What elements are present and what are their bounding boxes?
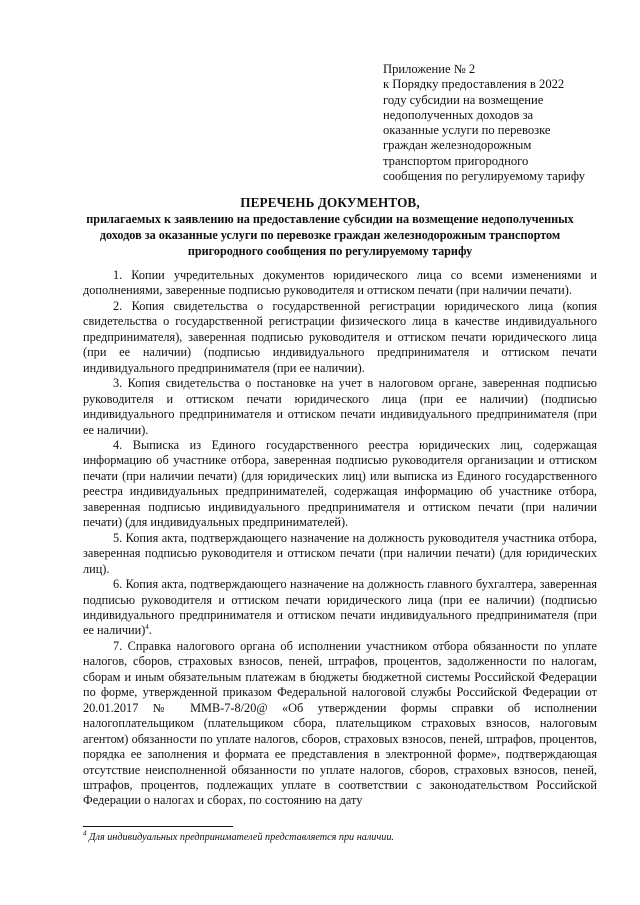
document-list: [83, 268, 597, 809]
footnote-ref: 4: [145, 623, 149, 632]
list-item: 1. Копии учредительных документов юридического лица со всеми изменениями и дополнениями, заверенные подписью руководителя и оттиском печати (при наличии печати).: [83, 268, 597, 298]
appendix-line: транспортом пригородного: [383, 153, 529, 168]
appendix-line: сообщения по регулируемому тарифу: [383, 169, 586, 184]
appendix-line: году субсидии на возмещение: [383, 92, 544, 107]
footnote-mark: 4: [83, 829, 87, 838]
subtitle-line: прилагаемых к заявлению на предоставление субсидии на возмещение недополученных: [86, 212, 574, 226]
list-item-tail: .: [148, 623, 152, 638]
footnote: [83, 829, 597, 844]
appendix-line: недополученных доходов за: [383, 107, 534, 122]
footnote-text: Для индивидуальных предпринимателей представляется при наличии.: [86, 832, 394, 843]
subtitle-line: пригородного сообщения по регулируемому тарифу: [187, 243, 473, 258]
appendix-line: к Порядку предоставления в 2022: [383, 77, 565, 92]
list-item: 3. Копия свидетельства о постановке на учет в налоговом органе, заверенная подписью руководителя и оттиском печати юридического лица (при ее наличии) (подписью индивидуального предпринимателя и оттиском печати индивидуального предпринимателя (при ее наличии).: [83, 376, 597, 437]
footnote-divider: [83, 826, 233, 827]
list-item-text: 6. Копия акта, подтверждающего назначение на должность главного бухгалтера, заверенная подписью руководителя и оттиском печати юридического лица (при ее наличии) (подписью индивидуального предпринимателя и оттиском печати индивидуального предпринимателя (при ее наличии): [83, 577, 597, 638]
list-item: 7. Справка налогового органа об исполнении участником отбора обязанности по уплате налогов, сборов, страховых взносов, пеней, штрафов, процентов, задолженности по налогам, сборам и иным обязательным платежам в бюджеты бюджетной системы Российской Федерации по форме, утвержденной приказом Федеральной налоговой службы Российской Федерации от 20.01.2017 № ММВ-7-8/20@ «Об утверждении формы справки об исполнении налогоплательщиком (плательщиком сбора, плательщиком страховых взносов, налоговым агентом) обязанности по уплате налогов, сборов, страховых взносов, пеней, штрафов, процентов, порядка ее заполнения и формата ее представления в электронной форме», подтверждающая отсутствие неисполненной обязанности по уплате налогов, сборов, страховых взносов, пеней, штрафов, процентов, подлежащих уплате в соответствии с законодательством Российской Федерации о налогах и сборах, по состоянию на дату: [83, 638, 597, 808]
appendix-header: [383, 62, 623, 184]
list-item: [83, 577, 597, 639]
appendix-line: Приложение № 2: [383, 62, 476, 76]
list-item: 4. Выписка из Единого государственного реестра юридических лиц, содержащая информацию об участнике отбора, заверенная подписью руководителя организации и оттиском печати (при наличии печати) (для юридических лиц) или выписка из Единого государственного реестра индивидуальных предпринимателей, содержащая информацию об участнике отбора, заверенная подписью индивидуального предпринимателя и оттиском печати (при наличии печати) (для индивидуальных предпринимателей).: [83, 437, 597, 530]
appendix-line: оказанные услуги по перевозке: [383, 123, 551, 138]
list-item: 5. Копия акта, подтверждающего назначение на должность руководителя участника отбора, заверенная подписью руководителя и оттиском печати (при наличии печати) (для юридических лиц).: [83, 530, 597, 576]
list-item: 2. Копия свидетельства о государственной регистрации юридического лица (копия свидетельства о государственной регистрации физического лица в качестве индивидуального предпринимателя), заверенная подписью руководителя и оттиском печати юридического лица (при ее наличии) (подписью индивидуального предпринимателя и оттиском печати индивидуального предпринимателя (при ее наличии).: [83, 298, 597, 375]
subtitle-line: доходов за оказанные услуги по перевозке граждан железнодорожным транспортом: [99, 227, 561, 242]
appendix-line: граждан железнодорожным: [383, 138, 532, 153]
document-title: ПЕРЕЧЕНЬ ДОКУМЕНТОВ,: [240, 195, 420, 210]
document-subtitle: [70, 212, 590, 259]
